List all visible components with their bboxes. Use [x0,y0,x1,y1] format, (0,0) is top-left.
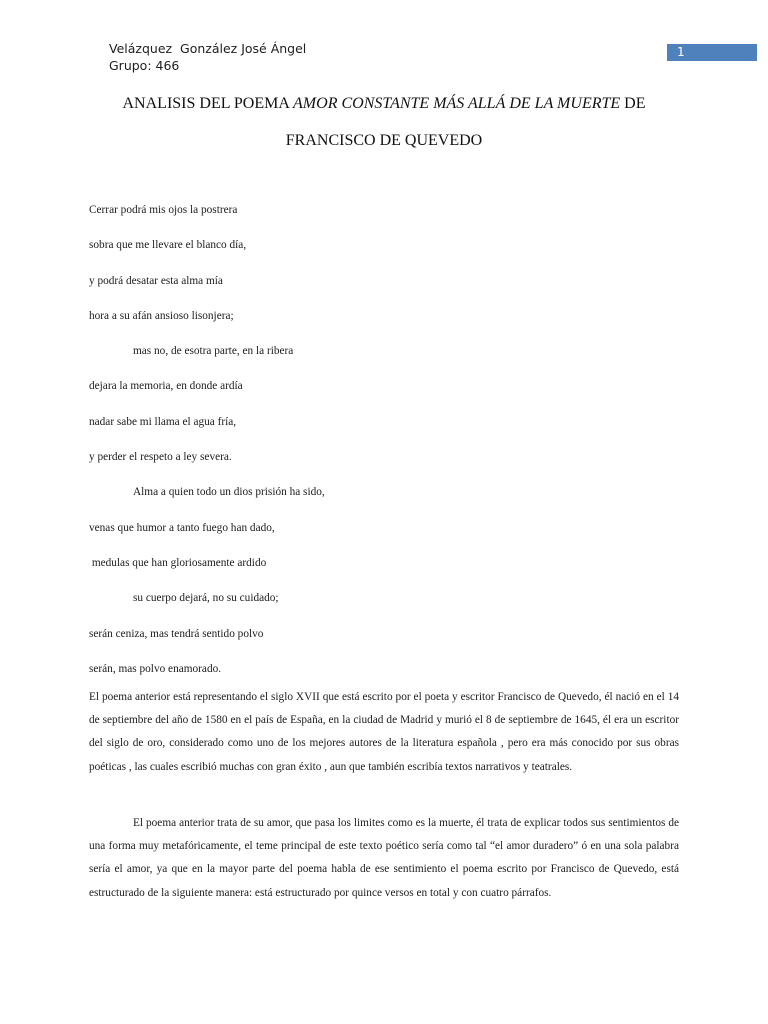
poem-verse: dejara la memoria, en donde ardía [89,380,243,393]
group-label: Grupo: 466 [109,58,180,73]
document-title [80,94,688,114]
poem-verse: venas que humor a tanto fuego han dado, [89,521,275,534]
poem-verse: hora a su afán ansioso lisonjera; [89,309,234,322]
poem-verse: y perder el respeto a ley severa. [89,451,232,464]
author-name: Velázquez González José Ángel [109,41,307,56]
poem-verse: y podrá desatar esta alma mía [89,274,223,287]
body-paragraph-2: El poema anterior trata de su amor, que pasa los limites como es la muerte, él trata de explicar todos sus sentimientos de una forma muy metafóricamente, el teme principal de este texto poético sería como tal “el amor duradero” ó en una sola palabra sería el amor, ya que en la mayor parte del poema habla de ese sentimiento el poema escrito por Francisco de Quevedo, está estructurado de la siguiente manera: está estructurado por quince versos en total y con cuatro párrafos. [89,817,679,899]
poem-title: AMOR CONSTANTE MÁS ALLÁ DE LA MUERTE [293,95,621,112]
poem-verse: Cerrar podrá mis ojos la postrera [89,204,238,216]
poem-verse: serán, mas polvo enamorado. [89,662,222,675]
title-author-line: FRANCISCO DE QUEVEDO [285,132,483,149]
title-suffix: DE [620,95,646,112]
poem-verse: serán ceniza, mas tendrá sentido polvo [89,627,264,640]
poem-verse: sobra que me llevare el blanco día, [89,239,247,252]
poem-verse: nadar sabe mi llama el agua fría, [89,415,237,428]
poem-verse: su cuerpo dejará, no su cuidado; [133,592,279,605]
poem-verse: Alma a quien todo un dios prisión ha sido, [133,486,325,499]
poem-verse: mas no, de esotra parte, en la ribera [133,345,294,358]
poem-verse: medulas que han gloriosamente ardido [89,556,267,569]
poem-verses [89,201,689,695]
header-author-block [109,40,306,74]
title-prefix: ANALISIS DEL POEMA [122,95,294,112]
body-paragraph-1: El poema anterior está representando el siglo XVII que está escrito por el poeta y escritor Francisco de Quevedo, él nació en el 14 de septiembre del año de 1580 en el país de España, en la ciudad de Madrid y murió el 8 de septiembre de 1645, él era un escritor del siglo de oro, considerado como uno de los mejores autores de la literatura española , pero era más conocido por sus obras poéticas , las cuales escribió muchas con gran éxito , aun que también escribía textos narrativos y teatrales. [89,691,679,773]
page-number-badge: 1 [667,44,757,61]
